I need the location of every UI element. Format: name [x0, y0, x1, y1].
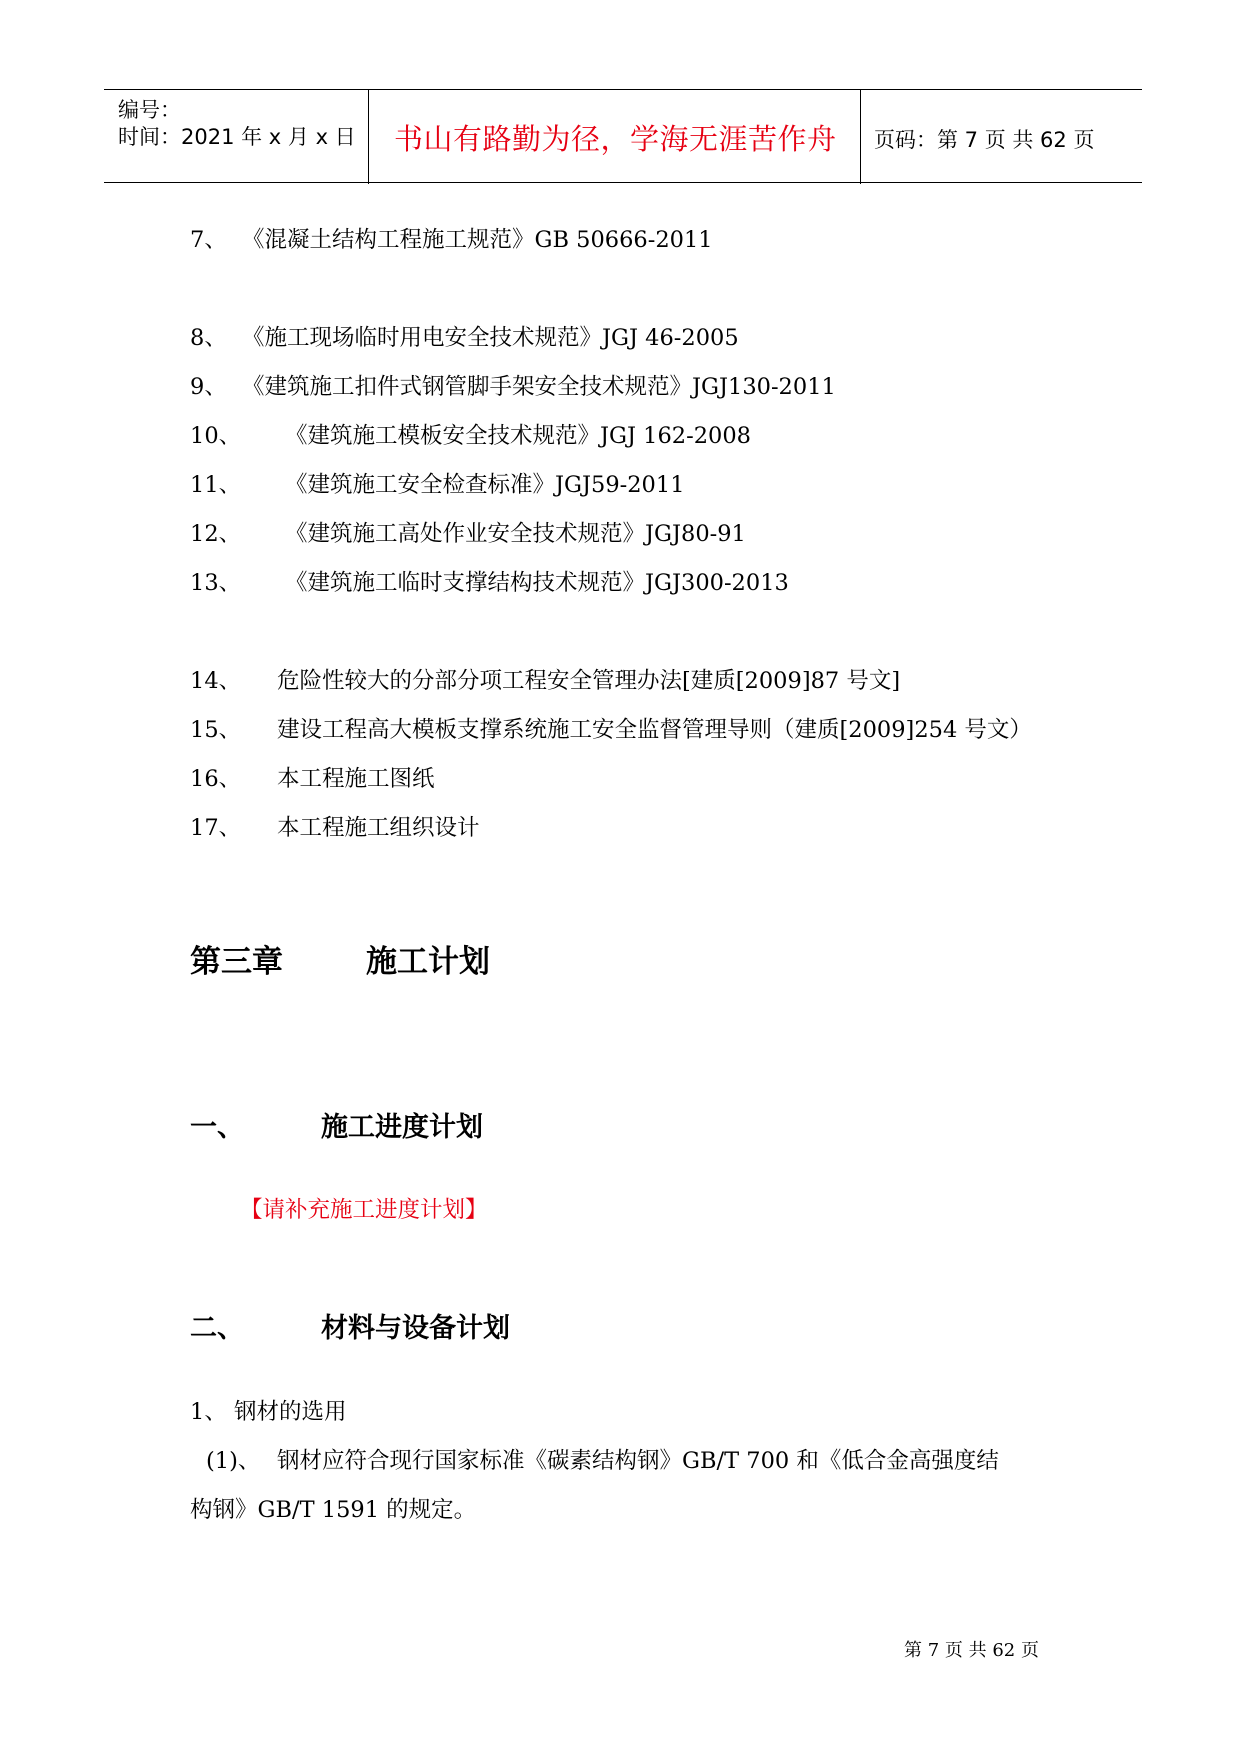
reference-number: 12、 — [190, 521, 242, 547]
material-subitem-1-line-1 — [206, 1443, 999, 1475]
header-time-label: 时间：2021 年 x 月 x 日 — [118, 125, 356, 149]
section-heading-1 — [190, 1105, 483, 1144]
header-motto: 书山有路勤为径，学海无涯苦作舟 — [394, 122, 837, 156]
reference-number: 8、 — [190, 325, 227, 351]
reference-text: 《建筑施工模板安全技术规范》JGJ 162-2008 — [285, 423, 751, 449]
reference-text: 《建筑施工扣件式钢管脚手架安全技术规范》JGJ130-2011 — [242, 374, 836, 400]
chapter-number: 第三章 — [190, 944, 283, 980]
page-footer: 第 7 页 共 62 页 — [904, 1640, 1039, 1661]
reference-text: 《建筑施工高处作业安全技术规范》JGJ80-91 — [285, 521, 746, 547]
reference-number: 16、 — [190, 766, 242, 792]
section-number: 一、 — [190, 1112, 244, 1143]
chapter-heading — [190, 936, 490, 981]
section-title: 施工进度计划 — [321, 1112, 483, 1143]
section-title: 材料与设备计划 — [321, 1313, 510, 1344]
reference-text: 危险性较大的分部分项工程安全管理办法[建质[2009]87 号文] — [277, 668, 901, 694]
reference-item-17 — [190, 810, 480, 842]
material-item-1: 1、 钢材的选用 — [190, 1399, 347, 1425]
reference-item-10 — [190, 418, 751, 450]
reference-text: 《施工现场临时用电安全技术规范》JGJ 46-2005 — [242, 325, 739, 351]
reference-item-15 — [190, 712, 1032, 744]
reference-item-8 — [190, 320, 739, 352]
reference-item-14 — [190, 663, 900, 695]
reference-item-7 — [190, 222, 713, 254]
reference-item-9 — [190, 369, 836, 401]
reference-item-16 — [190, 761, 435, 793]
header-divider-left — [368, 89, 369, 184]
reference-number: 10、 — [190, 423, 242, 449]
section-number: 二、 — [190, 1313, 244, 1344]
chapter-title: 施工计划 — [366, 944, 490, 980]
reference-number: 15、 — [190, 717, 242, 743]
header-top-rule — [104, 89, 1142, 90]
reference-text: 建设工程高大模板支撑系统施工安全监督管理导则（建质[2009]254 号文） — [277, 717, 1032, 743]
subitem-text: 钢材应符合现行国家标准《碳素结构钢》GB/T 700 和《低合金高强度结 — [277, 1448, 999, 1474]
reference-text: 本工程施工图纸 — [277, 766, 435, 792]
section-heading-2 — [190, 1306, 510, 1345]
reference-text: 本工程施工组织设计 — [277, 815, 480, 841]
reference-number: 7、 — [190, 227, 227, 253]
header-page-label: 页码：第 7 页 共 62 页 — [874, 128, 1095, 152]
reference-text: 《建筑施工临时支撑结构技术规范》JGJ300-2013 — [285, 570, 789, 596]
reference-item-12 — [190, 516, 746, 548]
page-header — [104, 89, 1142, 184]
header-bottom-rule — [104, 182, 1142, 183]
placeholder-note: 【请补充施工进度计划】 — [240, 1197, 488, 1223]
header-divider-right — [860, 89, 861, 184]
reference-number: 11、 — [190, 472, 242, 498]
reference-number: 14、 — [190, 668, 242, 694]
reference-text: 《建筑施工安全检查标准》JGJ59-2011 — [285, 472, 685, 498]
reference-item-11 — [190, 467, 685, 499]
reference-number: 9、 — [190, 374, 227, 400]
subitem-number: (1)、 — [206, 1448, 261, 1474]
reference-number: 17、 — [190, 815, 242, 841]
material-subitem-1-line-2: 构钢》GB/T 1591 的规定。 — [190, 1497, 477, 1523]
reference-text: 《混凝土结构工程施工规范》GB 50666-2011 — [242, 227, 713, 253]
header-number-label: 编号： — [118, 98, 181, 122]
reference-number: 13、 — [190, 570, 242, 596]
reference-item-13 — [190, 565, 789, 597]
